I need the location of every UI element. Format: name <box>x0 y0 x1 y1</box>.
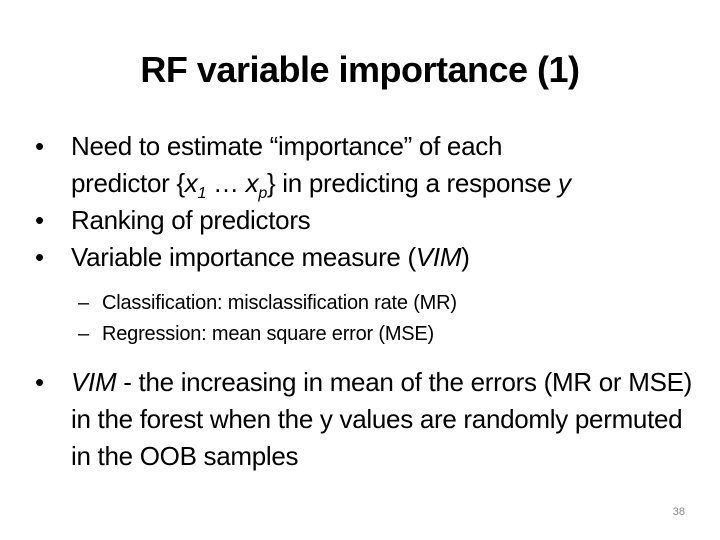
sub-bullet-list <box>78 288 705 350</box>
vim-term: VIM <box>415 242 462 272</box>
predictor-xp-symbol: x <box>245 168 259 198</box>
ellipsis-text: … <box>206 168 246 198</box>
sub-bullet-marker: – <box>78 292 89 314</box>
slide-title: RF variable importance (1) <box>140 49 580 90</box>
bullet-line: Need to estimate “importance” of each <box>71 131 503 161</box>
sub-bullet-text: Classification: misclassification rate (MR) <box>102 292 457 314</box>
sub-bullet-marker: – <box>78 323 89 345</box>
bullet-text: ) <box>461 242 470 272</box>
bullet-marker: • <box>35 367 44 397</box>
predictor-x1-symbol: x <box>184 168 198 198</box>
bullet-ranking <box>35 202 705 239</box>
predictor-xp-subscript: p <box>258 185 267 202</box>
page-number: 38 <box>672 506 685 518</box>
bullet-estimate-importance <box>35 128 705 202</box>
bullet-list <box>35 128 705 475</box>
vim-term: VIM <box>71 367 117 397</box>
bullet-marker: • <box>35 131 44 161</box>
bullet-text: Variable importance measure ( <box>71 242 416 272</box>
bullet-vim-definition <box>35 364 705 475</box>
bullet-text: } in predicting a response <box>266 168 559 198</box>
bullet-vim-measure <box>35 239 705 276</box>
bullet-marker: • <box>35 242 44 272</box>
bullet-marker: • <box>35 205 44 235</box>
sub-bullet-text: Regression: mean square error (MSE) <box>102 323 435 345</box>
sub-bullet-classification <box>78 288 705 319</box>
bullet-text: Ranking of predictors <box>71 205 311 235</box>
response-y-symbol: y <box>558 168 571 198</box>
bullet-text: - the increasing in mean of the errors (MR or MSE) in the forest when the y values are randomly permuted in the OOB samples <box>71 367 693 471</box>
bullet-text: predictor { <box>71 168 185 198</box>
sub-bullet-regression <box>78 319 705 350</box>
predictor-x1-subscript: 1 <box>197 185 207 202</box>
